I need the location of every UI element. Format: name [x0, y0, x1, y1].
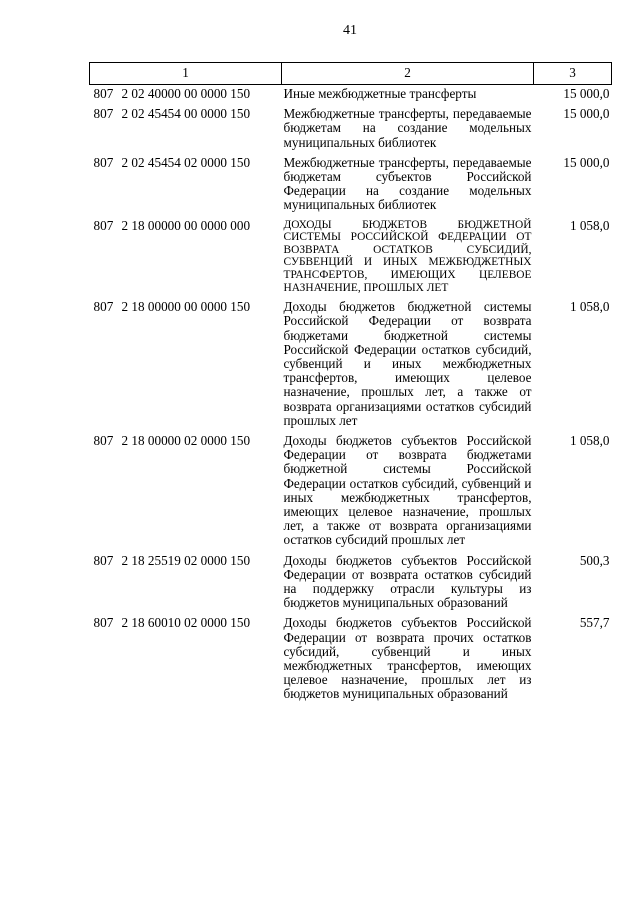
table-row — [90, 616, 612, 701]
amount-cell: 557,7 — [579, 615, 610, 631]
table-row — [90, 85, 612, 108]
amount-cell: 1 058,0 — [569, 299, 610, 315]
budget-classification-code: 2 18 00000 00 0000 150 — [121, 299, 251, 315]
description-cell: Доходы бюджетов бюджетной системы Российской Федерации от возврата бюджетами бюджетной системы Российской Федерации остатков субсидий, субвенций и иных межбюджетных трансфертов, имеющих целевое назначение, прошлых лет, а также от возврата организациями остатков субсидий прошлых лет — [283, 299, 532, 428]
admin-code: 807 — [93, 299, 114, 315]
admin-code: 807 — [93, 552, 114, 568]
code-cell — [90, 107, 282, 156]
column-header-1: 1 — [90, 63, 282, 85]
table-row — [90, 107, 612, 156]
amount-cell: 1 058,0 — [569, 433, 610, 449]
admin-code: 807 — [93, 433, 114, 449]
code-cell — [90, 434, 282, 554]
budget-classification-code: 2 18 00000 00 0000 000 — [121, 217, 251, 233]
amount-cell: 1 058,0 — [569, 217, 610, 233]
budget-classification-code: 2 02 45454 00 0000 150 — [121, 106, 251, 122]
code-cell — [90, 616, 282, 701]
table-body — [90, 85, 612, 702]
description-cell: Доходы бюджетов субъектов Российской Федерации от возврата остатков субсидий на поддержку отрасли культуры из бюджетов муниципальных образований — [283, 552, 532, 611]
table-row — [90, 554, 612, 617]
description-cell: Межбюджетные трансферты, передаваемые бюджетам на создание модельных муниципальных библиотек — [283, 106, 532, 150]
budget-classification-code: 2 02 40000 00 0000 150 — [121, 86, 251, 101]
description-cell: Иные межбюджетные трансферты — [283, 86, 477, 101]
amount-cell: 15 000,0 — [563, 106, 610, 122]
code-cell — [90, 156, 282, 219]
code-cell — [90, 300, 282, 434]
admin-code: 807 — [93, 217, 114, 233]
admin-code: 807 — [93, 615, 114, 631]
budget-classification-code: 2 18 00000 02 0000 150 — [121, 433, 251, 449]
amount-cell: 15 000,0 — [563, 154, 610, 170]
table-row — [90, 434, 612, 554]
table-row — [90, 156, 612, 219]
description-cell: ДОХОДЫ БЮДЖЕТОВ БЮДЖЕТНОЙ СИСТЕМЫ РОССИЙСКОЙ ФЕДЕРАЦИИ ОТ ВОЗВРАТА ОСТАТКОВ СУБСИДИЙ, СУБВЕНЦИЙ И ИНЫХ МЕЖБЮДЖЕТНЫХ ТРАНСФЕРТОВ, ИМЕЮЩИХ ЦЕЛЕВОЕ НАЗНАЧЕНИЕ, ПРОШЛЫХ ЛЕТ — [283, 218, 532, 294]
budget-classification-code: 2 18 25519 02 0000 150 — [121, 552, 251, 568]
amount-cell: 15 000,0 — [563, 86, 610, 101]
table-row — [90, 219, 612, 301]
code-cell — [90, 85, 282, 108]
revenue-table — [89, 62, 612, 702]
code-cell — [90, 219, 282, 301]
table-row — [90, 300, 612, 434]
admin-code: 807 — [93, 106, 114, 122]
admin-code: 807 — [93, 154, 114, 170]
description-cell: Межбюджетные трансферты, передаваемые бюджетам субъектов Российской Федерации на создание модельных муниципальных библиотек — [283, 154, 532, 213]
admin-code: 807 — [93, 86, 114, 101]
description-cell: Доходы бюджетов субъектов Российской Федерации от возврата прочих остатков субсидий, субвенций и иных межбюджетных трансфертов, имеющих целевое назначение, прошлых лет из бюджетов муниципальных образований — [283, 615, 532, 702]
page-number: 41 — [343, 23, 357, 38]
column-header-2: 2 — [282, 63, 534, 85]
budget-classification-code: 2 18 60010 02 0000 150 — [121, 615, 251, 631]
table-header — [90, 63, 612, 85]
column-header-3: 3 — [534, 63, 612, 85]
amount-cell: 500,3 — [579, 552, 610, 568]
description-cell: Доходы бюджетов субъектов Российской Федерации от возврата бюджетами бюджетной системы Российской Федерации остатков субсидий, субвенций и иных межбюджетных трансфертов, имеющих целевое назначение, прошлых лет, а также от возврата организациями остатков субсидий прошлых лет — [283, 433, 532, 548]
budget-classification-code: 2 02 45454 02 0000 150 — [121, 154, 251, 170]
code-cell — [90, 554, 282, 617]
